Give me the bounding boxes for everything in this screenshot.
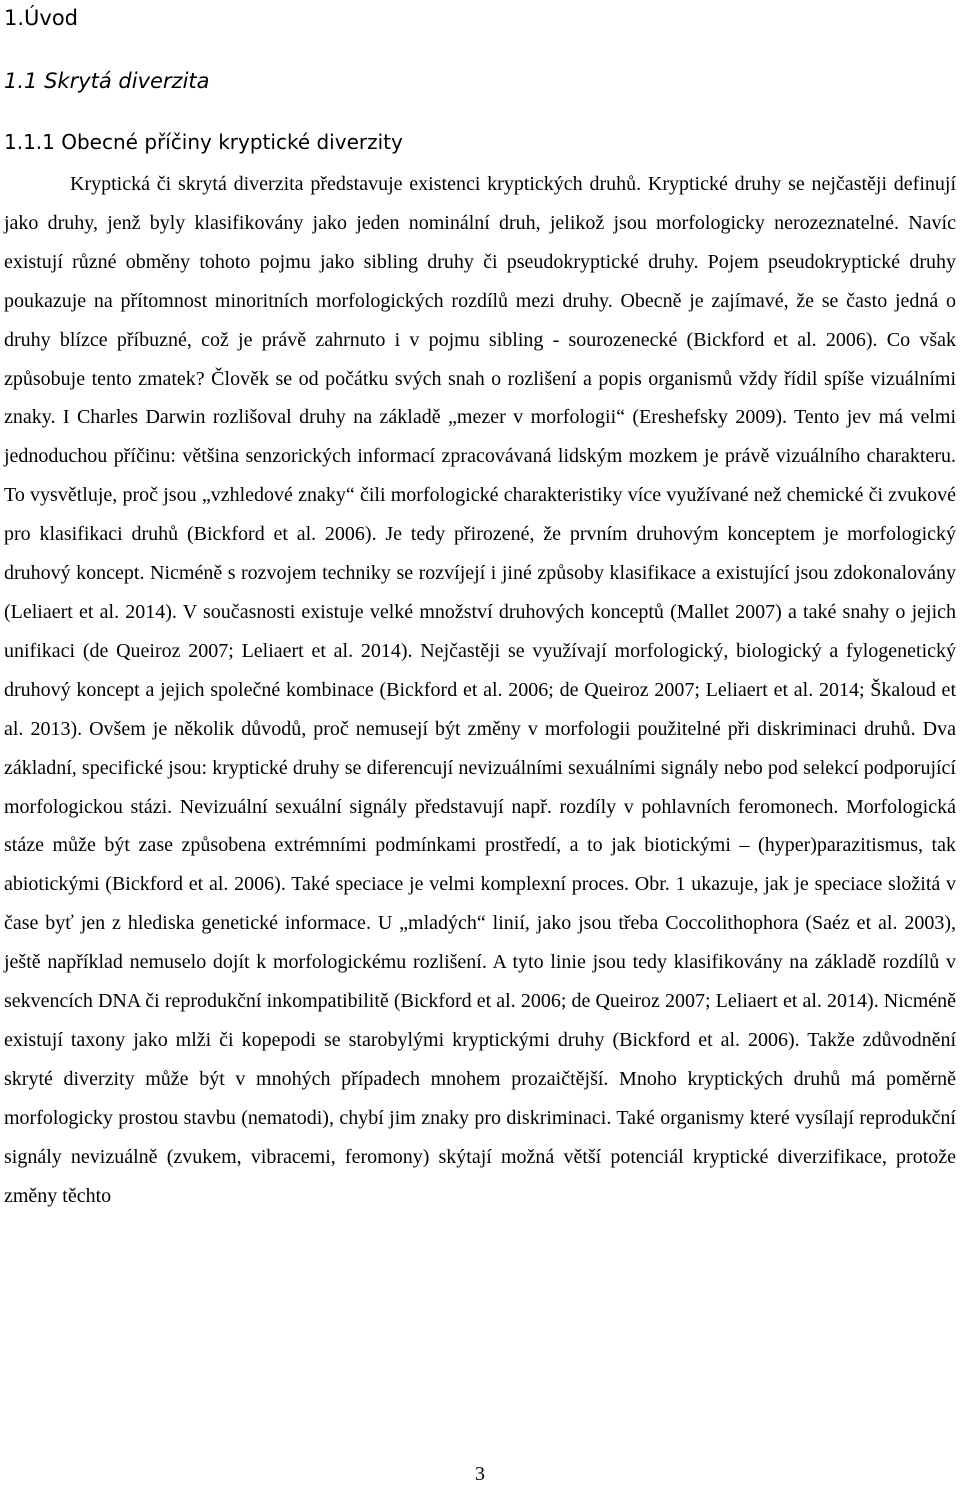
page-number: 3: [475, 1463, 485, 1485]
chapter-heading: 1.Úvod: [4, 6, 79, 30]
section-heading: 1.1 Skrytá diverzita: [4, 69, 210, 93]
subsection-heading: 1.1.1 Obecné příčiny kryptické diverzity: [4, 130, 403, 154]
body-paragraph: Kryptická či skrytá diverzita představuje existenci kryptických druhů. Kryptické druhy se nejčastěji definují jako druhy, jenž byly klasifikovány jako jeden nominální druh, jelikož jsou morfologicky nerozeznatelné. Navíc existují různé obměny tohoto pojmu jako sibling druhy či pseudokryptické druhy. Pojem pseudokryptické druhy poukazuje na přítomnost minoritních morfologických rozdílů mezi druhy. Obecně je zajímavé, že se často jedná o druhy blízce příbuzné, což je právě zahrnuto i v pojmu sibling - sourozenecké (Bickford et al. 2006). Co však způsobuje tento zmatek? Člověk se od počátku svých snah o rozlišení a popis organismů vždy řídil spíše vizuálními znaky. I Charles Darwin rozlišoval druhy na základě „mezer v morfologii“ (Ereshefsky 2009). Tento jev má velmi jednoduchou příčinu: většina senzorických informací zpracovávaná lidským mozkem je právě vizuálního charakteru. To vysvětluje, proč jsou „vzhledové znaky“ čili morfologické charakteristiky více využívané než chemické či zvukové pro klasifikaci druhů (Bickford et al. 2006). Je tedy přirozené, že prvním druhovým konceptem je morfologický druhový koncept. Nicméně s rozvojem techniky se rozvíjejí i jiné způsoby klasifikace a existující jsou zdokonalovány (Leliaert et al. 2014). V současnosti existuje velké množství druhových konceptů (Mallet 2007) a také snahy o jejich unifikaci (de Queiroz 2007; Leliaert et al. 2014). Nejčastěji se využívají morfologický, biologický a fylogenetický druhový koncept a jejich společné kombinace (Bickford et al. 2006; de Queiroz 2007; Leliaert et al. 2014; Škaloud et al. 2013). Ovšem je několik důvodů, proč nemusejí být změny v morfologii použitelné při diskriminaci druhů. Dva základní, specifické jsou: kryptické druhy se diferencují nevizuálními sexuálními signály nebo pod selekcí podporující morfologickou stázi. Nevizuální sexuální signály představují např. rozdíly v pohlavních feromonech. Morfologická stáze může být zase způsobena extrémními podmínkami prostředí, a to jak biotickými – (hyper)parazitismus, tak abiotickými (Bickford et al. 2006). Také speciace je velmi komplexní proces. Obr. 1 ukazuje, jak je speciace složitá v čase byť jen z hlediska genetické informace. U „mladých“ linií, jako jsou třeba Coccolithophora (Saéz et al. 2003), ještě například nemuselo dojít k morfologickému rozlišení. A tyto linie jsou tedy klasifikovány na základě rozdílů v sekvencích DNA či reprodukční inkompatibilitě (Bickford et al. 2006; de Queiroz 2007; Leliaert et al. 2014). Nicméně existují taxony jako mlži či kopepodi se starobylými kryptickými druhy (Bickford et al. 2006). Takže zdůvodnění skryté diverzity může být v mnohých případech mnohem prozaičtější. Mnoho kryptických druhů má poměrně morfologicky prostou stavbu (nematodi), chybí jim znaky pro diskriminaci. Také organismy které vysílají reprodukční signály nevizuálně (zvukem, vibracemi, feromony) skýtají možná větší potenciál kryptické diverzifikace, protože změny těchto: [4, 173, 956, 1207]
